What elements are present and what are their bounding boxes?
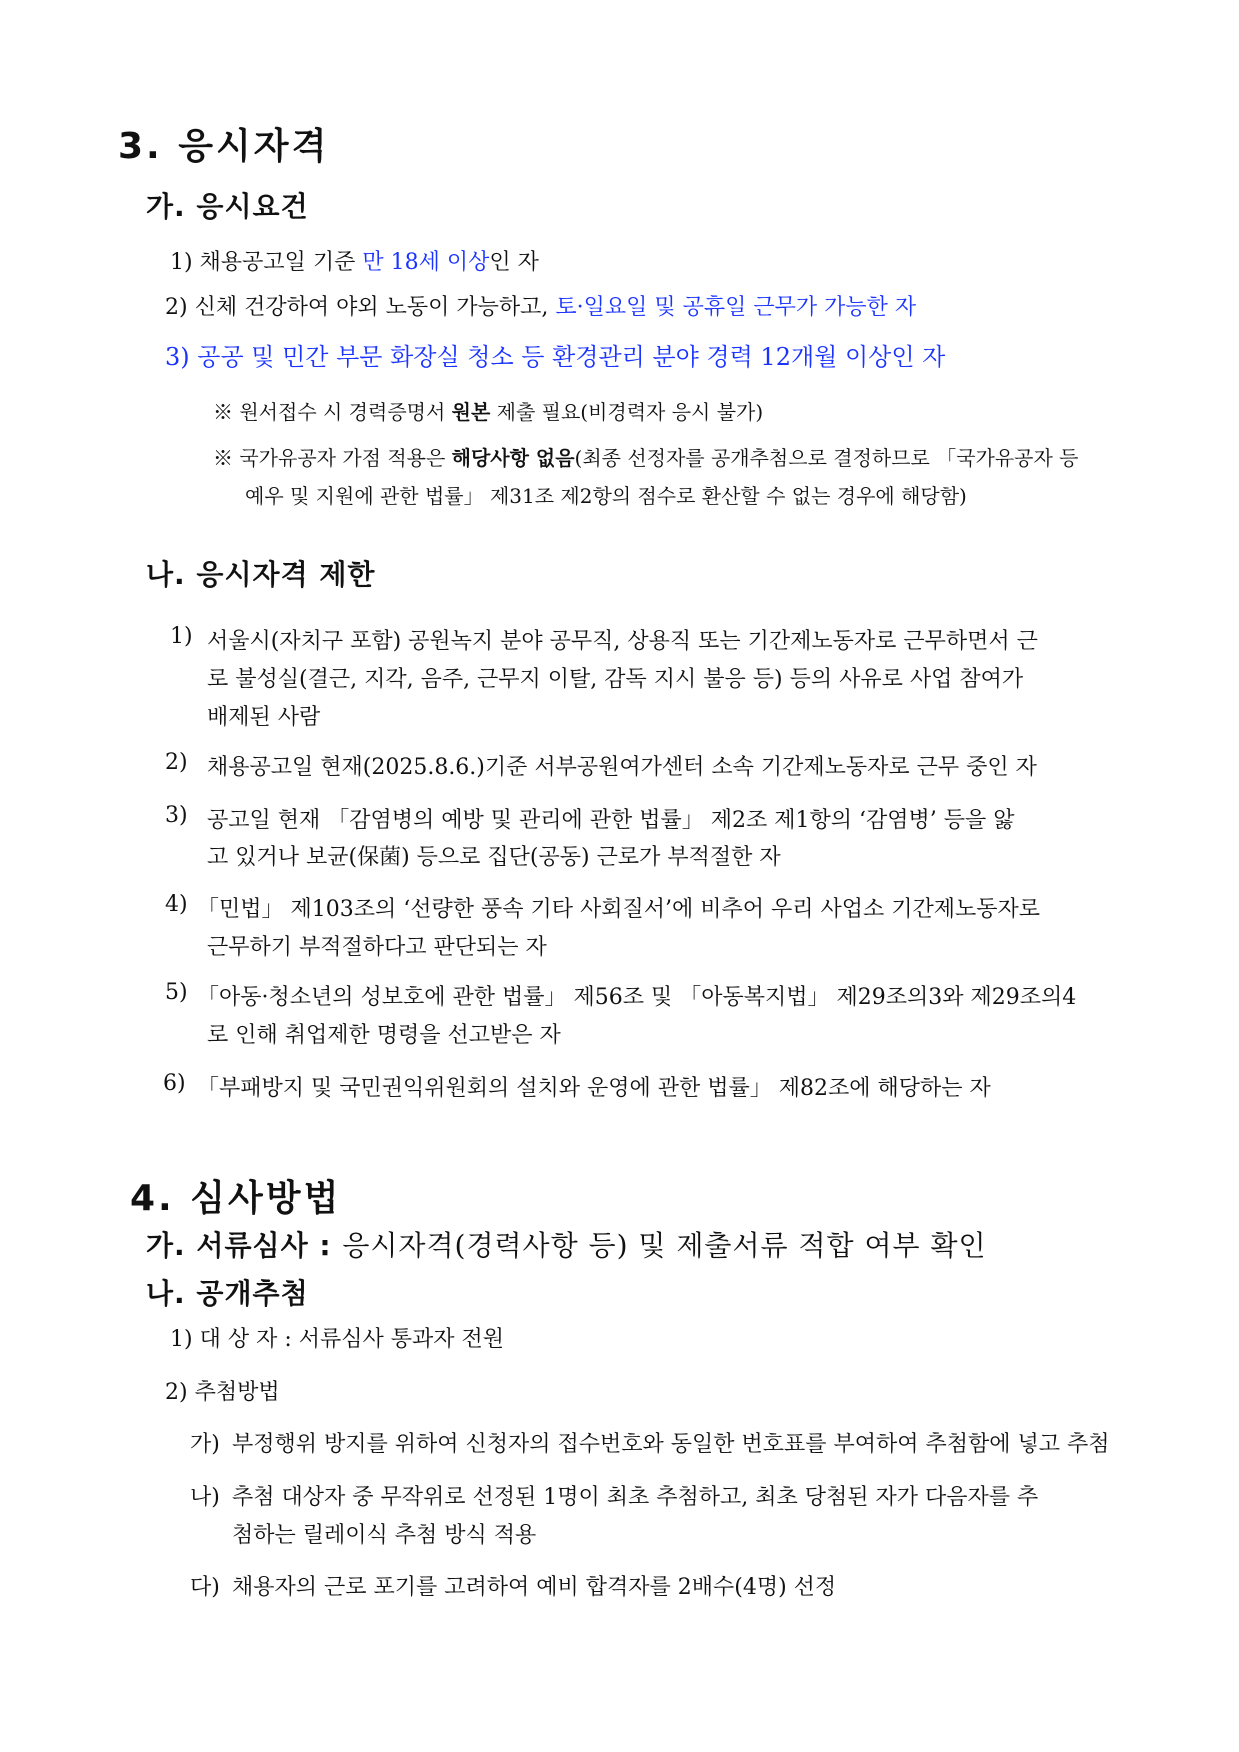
section-4-ga-label: 가. 서류심사 : [146,1229,332,1262]
restriction-1-line2: 로 불성실(결근, 지각, 음주, 근무지 이탈, 감독 지시 불응 등) 등의 사유로 사업 참여가 [207,667,1024,692]
lottery-target: 1) 대 상 자 : 서류심사 통과자 전원 [170,1327,504,1352]
restriction-4-line2: 근무하기 부적절하다고 판단되는 자 [207,935,547,960]
highlight-text: 공공 및 민간 부문 화장실 청소 등 환경관리 분야 경력 12개월 이상인 자 [197,343,946,371]
reference-mark: ※ [213,400,233,424]
method-na-line2: 첨하는 릴레이식 추첨 방식 적용 [232,1523,537,1548]
section-3-title: 3. 응시자격 [118,126,330,167]
section-4-na-title: 나. 공개추첨 [146,1277,309,1310]
section-4-title: 4. 심사방법 [130,1178,342,1219]
restriction-2-line1: 채용공고일 현재(2025.8.6.)기준 서부공원여가센터 소속 기간제노동자로 근무 중인 자 [207,755,1037,780]
method-na-line1: 추첨 대상자 중 무작위로 선정된 1명이 최초 추첨하고, 최초 당첨된 자가 다음자를 추 [232,1485,1039,1510]
restriction-1-num: 1) [170,624,193,649]
requirement-1: 1) 채용공고일 기준 만 18세 이상인 자 [170,250,539,275]
restriction-5-line2: 로 인해 취업제한 명령을 선고받은 자 [207,1023,561,1048]
section-3-na-title: 나. 응시자격 제한 [146,558,376,591]
item-number: 1) [170,250,193,275]
restriction-3-num: 3) [165,803,188,828]
method-da-line1: 채용자의 근로 포기를 고려하여 예비 합격자를 2배수(4명) 선정 [232,1575,837,1600]
method-da-num: 다) [190,1575,220,1600]
note-original-doc: ※ 원서접수 시 경력증명서 원본 제출 필요(비경력자 응시 불가) [213,400,764,424]
method-ga-line1: 부정행위 방지를 위하여 신청자의 접수번호와 동일한 번호표를 부여하여 추첨함에 넣고 추첨 [232,1432,1110,1457]
item-number: 2) [165,1380,188,1405]
restriction-3-line1: 공고일 현재 「감염병의 예방 및 관리에 관한 법률」 제2조 제1항의 ‘감염병’ 등을 앓 [207,808,1015,833]
item-number: 1) [170,1327,193,1352]
note-veteran-points-line2: 예우 및 지원에 관한 법률」 제31조 제2항의 점수로 환산할 수 없는 경우에 해당함) [245,484,967,508]
restriction-1-line1: 서울시(자치구 포함) 공원녹지 분야 공무직, 상용직 또는 기간제노동자로 근무하면서 근 [207,629,1038,654]
highlight-text: 토·일요일 및 공휴일 근무가 가능한 자 [555,295,917,320]
section-3-ga-title: 가. 응시요건 [146,190,309,223]
restriction-6-line1: 「부패방지 및 국민권익위원회의 설치와 운영에 관한 법률」 제82조에 해당하는 자 [197,1076,991,1101]
method-na-num: 나) [190,1485,220,1510]
lottery-method: 2) 추첨방법 [165,1380,280,1405]
section-4-ga-text: 응시자격(경력사항 등) 및 제출서류 적합 여부 확인 [342,1229,987,1262]
highlight-text: 만 18세 이상 [362,250,490,275]
restriction-6-num: 6) [163,1071,186,1096]
restriction-5-num: 5) [165,980,188,1005]
restriction-4-line1: 「민법」 제103조의 ‘선량한 풍속 기타 사회질서’에 비추어 우리 사업소 기간제노동자로 [197,897,1040,922]
restriction-2-num: 2) [165,750,188,775]
restriction-3-line2: 고 있거나 보균(保菌) 등으로 집단(공동) 근로가 부적절한 자 [207,845,781,870]
note-veteran-points: ※ 국가유공자 가점 적용은 해당사항 없음(최종 선정자를 공개추첨으로 결정하므로 「국가유공자 등 [213,446,1079,470]
item-number: 3) [165,343,190,371]
item-number: 2) [165,295,188,320]
restriction-1-line3: 배제된 사람 [207,705,321,730]
restriction-4-num: 4) [165,892,188,917]
section-4-ga [146,1224,987,1264]
reference-mark: ※ [213,446,233,470]
restriction-5-line1: 「아동·청소년의 성보호에 관한 법률」 제56조 및 「아동복지법」 제29조의3와 제29조의4 [197,985,1077,1010]
requirement-3 [165,337,945,372]
requirement-2: 2) 신체 건강하여 야외 노동이 가능하고, 토·일요일 및 공휴일 근무가 가능한 자 [165,295,917,320]
method-ga-num: 가) [190,1432,220,1457]
